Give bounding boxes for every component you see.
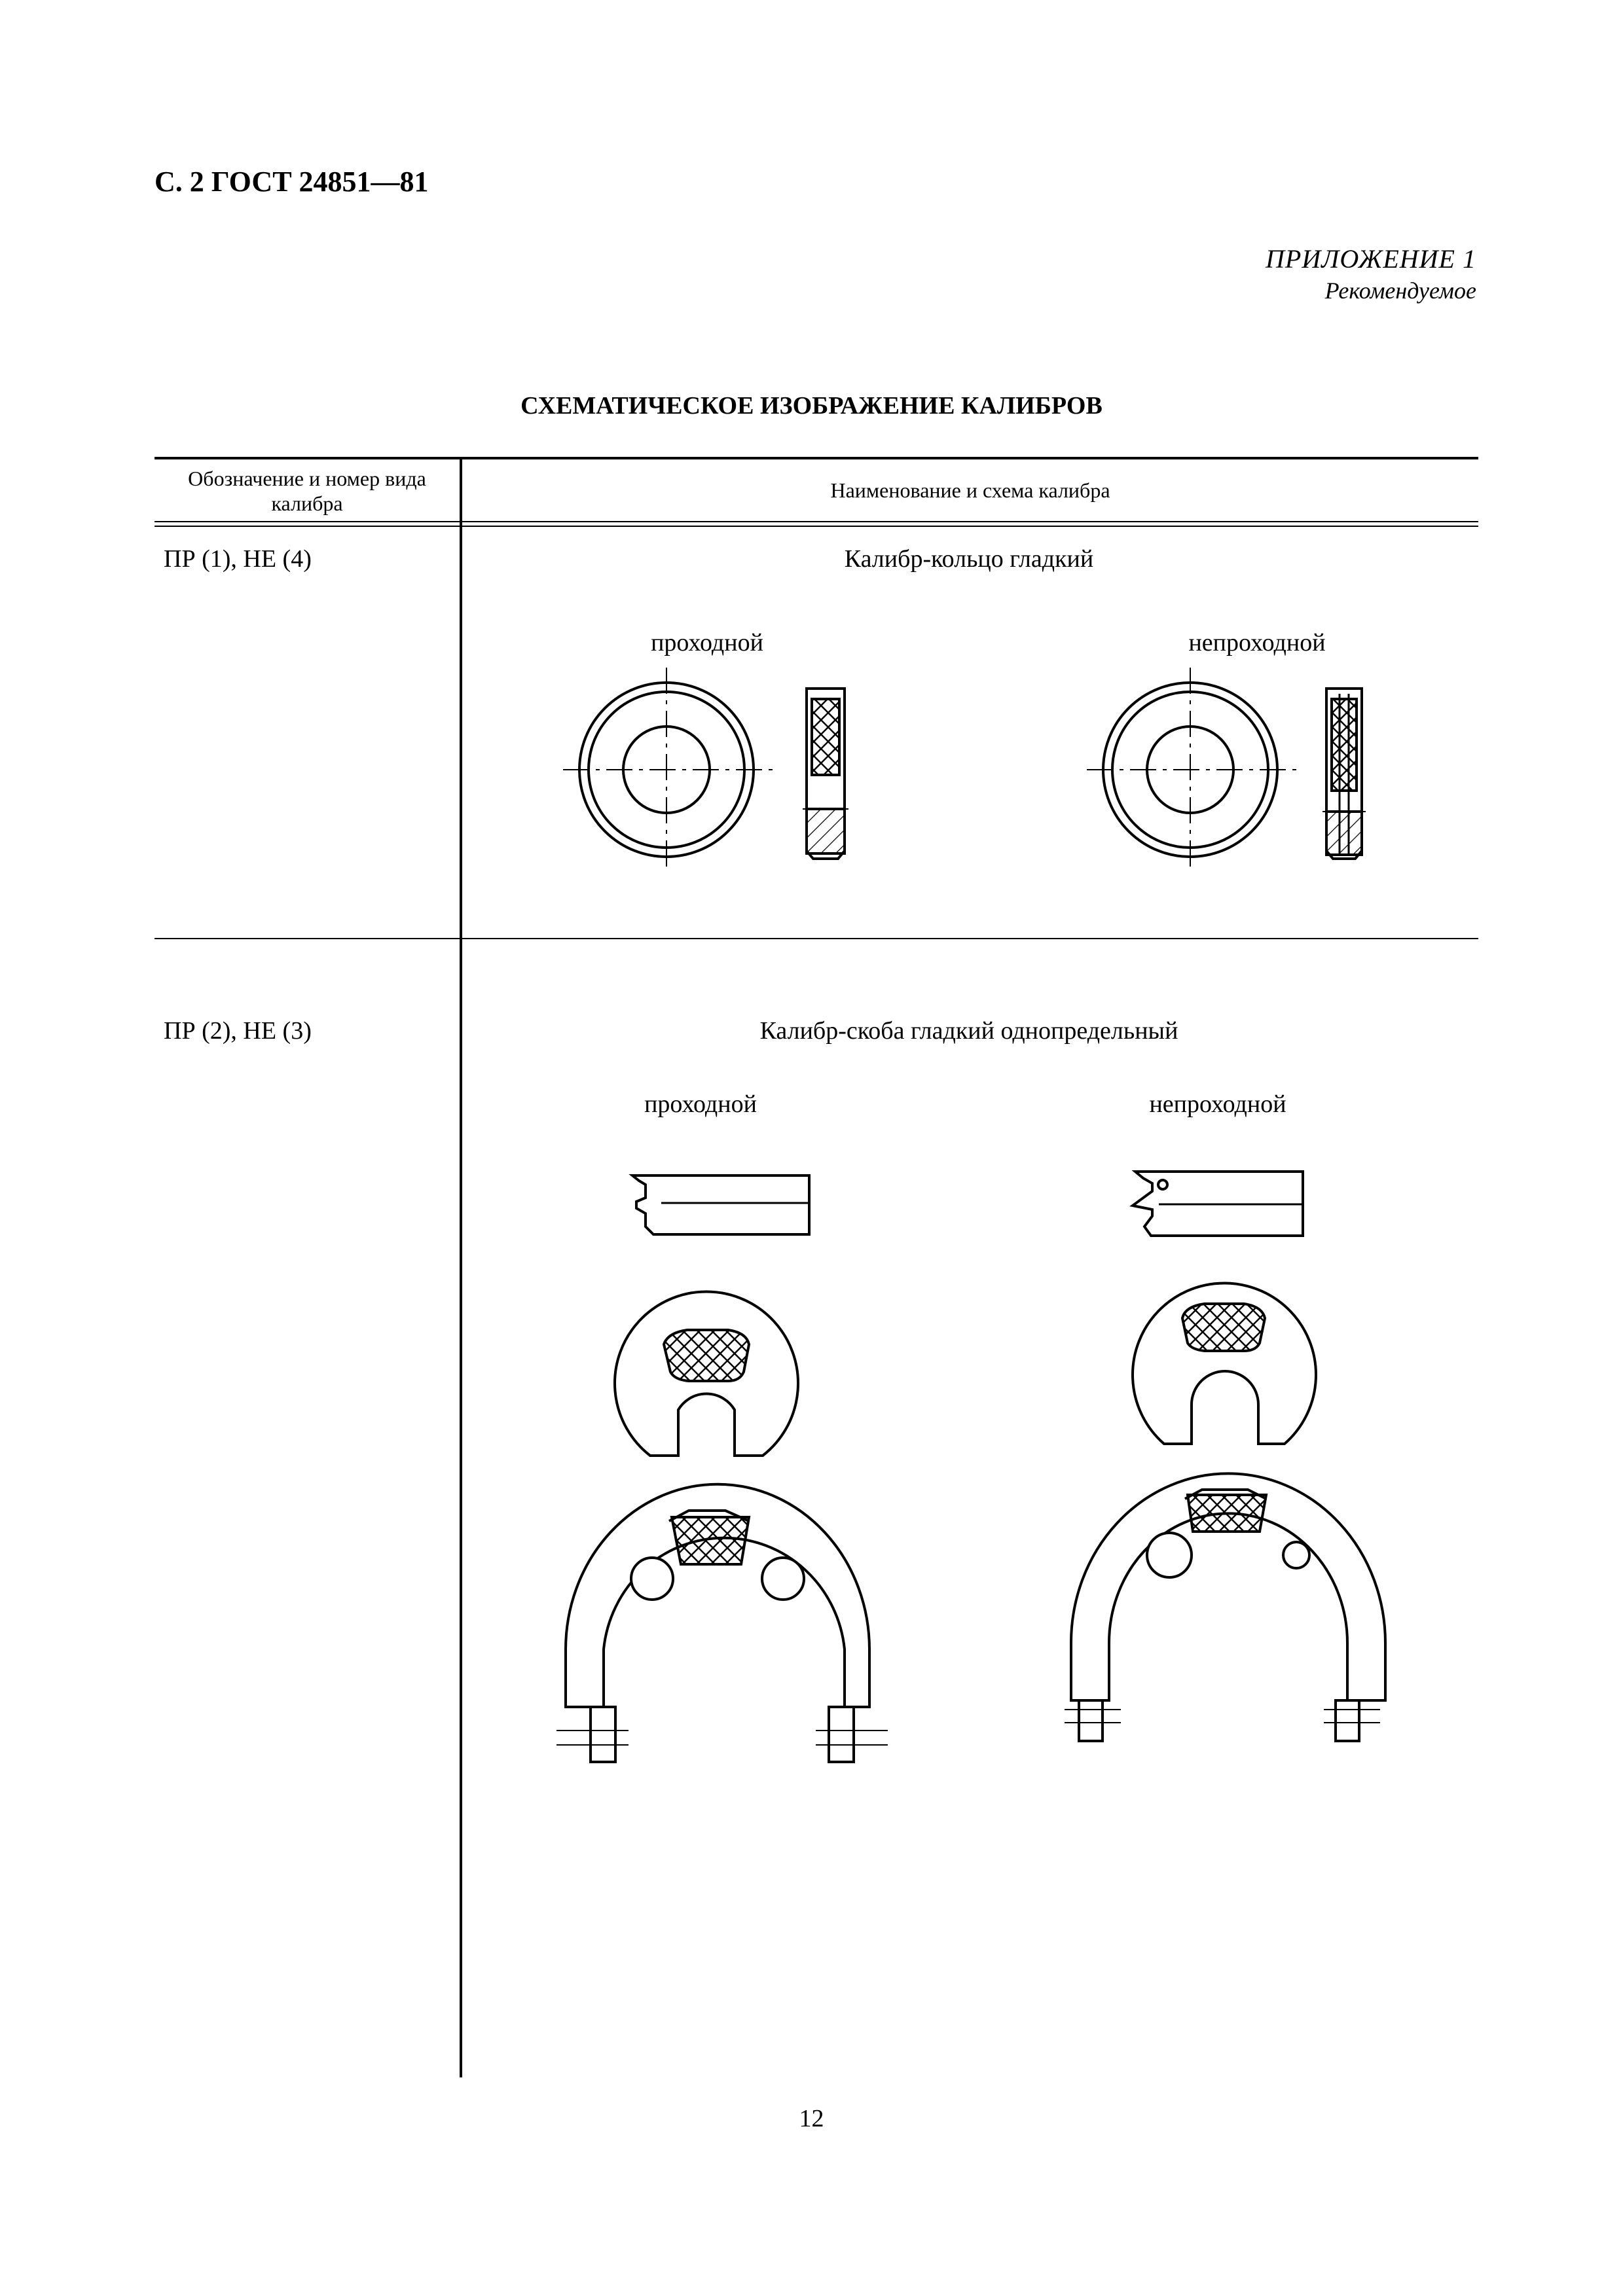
snap-gauge-go-large [556,1484,888,1762]
ring-gauge-go-front [563,668,773,872]
document-title: СХЕМАТИЧЕСКОЕ ИЗОБРАЖЕНИЕ КАЛИБРОВ [520,392,1103,420]
snap-gauge-nogo-top [1133,1172,1303,1236]
row1-designation: ПР (1), НЕ (4) [164,545,312,573]
appendix-label: ПРИЛОЖЕНИЕ 1 [1266,244,1476,274]
snap-gauge-go-top [632,1175,809,1234]
snap-gauge-go-small [615,1292,798,1456]
col1-header: Обозначение и номер вида калибра [188,467,426,515]
page-number: 12 [799,2105,824,2132]
row2-left-label: проходной [644,1090,757,1118]
row1-name: Калибр-кольцо гладкий [844,545,1094,573]
page-header: С. 2 ГОСТ 24851—81 [155,166,429,198]
snap-gauge-nogo-large [1065,1473,1385,1741]
col2-header: Наименование и схема калибра [830,478,1110,502]
row1-left-label: проходной [651,629,763,656]
appendix-status: Рекомендуемое [1324,278,1476,304]
row2-name: Калибр-скоба гладкий однопредельный [759,1017,1178,1045]
snap-gauge-nogo-small [1133,1283,1316,1444]
ring-gauge-nogo-front [1087,668,1296,872]
row2-designation: ПР (2), НЕ (3) [164,1017,312,1045]
row2-right-label: непроходной [1149,1090,1286,1118]
ring-gauge-nogo-side [1322,689,1366,859]
ring-gauge-go-side [803,689,848,859]
row1-right-label: непроходной [1188,629,1326,656]
